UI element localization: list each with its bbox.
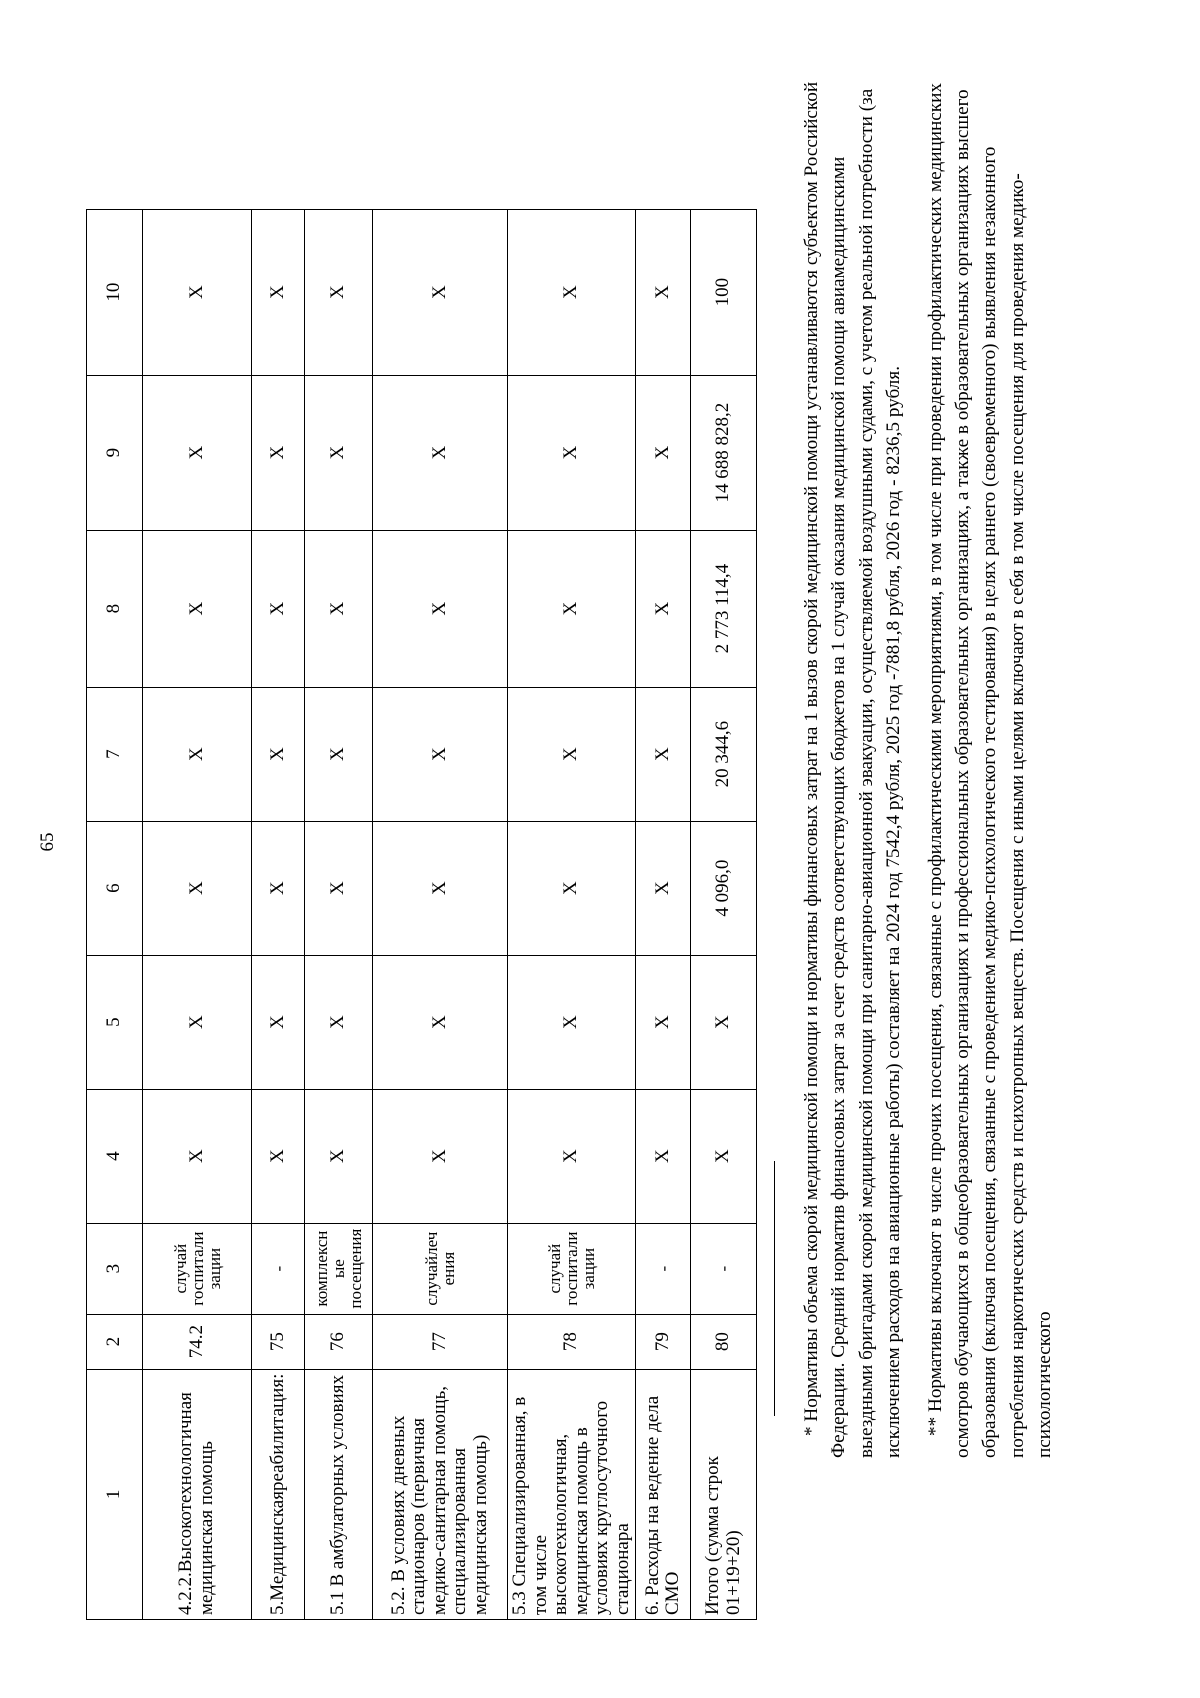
table-cell: Х bbox=[252, 375, 305, 530]
table-header-cell: 7 bbox=[87, 687, 143, 821]
table-cell: Х bbox=[373, 955, 508, 1089]
footnote-1: * Нормативы объема скорой медицинской помощи и нормативы финансовых затрат на 1 вызов скорой медицинской помощи устанавливаются субъектом Российской Федерации. Средний норматив финансовых затрат за счет средств соответствующих бюджетов на 1 случай оказания медицинской помощи авиамедицинскими выездными бригадами скорой медицинской помощи при санитарно-авиационной эвакуации, осуществляемой воздушными судами, с учетом реальной потребности (за исключением расходов на авиационные работы) составляет на 2024 год 7542,4 рубля, 2025 год -7881,8 рубля, 2026 год - 8236,5 рубля. bbox=[801, 81, 905, 1458]
table-cell: Х bbox=[636, 687, 691, 821]
table-cell: Х bbox=[252, 1089, 305, 1223]
table-header-cell: 9 bbox=[87, 375, 143, 530]
table-cell: 20 344,6 bbox=[691, 687, 757, 821]
footnote-2: ** Нормативы включают в числе прочих посещения, связанные с профилактическими мероприятиями, в том числе при проведении профилактических медицинских осмотров обучающихся в общеобразовательных организациях и профессиональных образовательных организациях, а также в образовательных организациях высшего образования (включая посещения, связанные с проведением медико-психологического тестирования) в целях раннего (своевременного) выявления незаконного потребления наркотических средств и психотропных веществ. Посещения с иными целями включают в себя в том числе посещения для проведения медико-психологического bbox=[924, 83, 1056, 1458]
table-cell: 5.2. В условиях дневных стационаров (первичная медико-санитарная помощь, специализированная медицинская помощь) bbox=[373, 1369, 508, 1619]
table-cell: 78 bbox=[508, 1314, 636, 1369]
table-cell: комплексн ые посещения bbox=[305, 1223, 373, 1314]
table-cell: Х bbox=[508, 375, 636, 530]
table-cell: 75 bbox=[252, 1314, 305, 1369]
table-cell: 5.1 В амбулаторных условиях bbox=[305, 1369, 373, 1619]
table-header-cell: 6 bbox=[87, 821, 143, 955]
table-header-row bbox=[87, 209, 143, 1619]
table-header-cell: 2 bbox=[87, 1314, 143, 1369]
table-cell: Х bbox=[636, 209, 691, 375]
table-cell: 80 bbox=[691, 1314, 757, 1369]
table-cell: 6. Расходы на ведение дела СМО bbox=[636, 1369, 691, 1619]
table-cell: Х bbox=[305, 375, 373, 530]
table-cell: 5.Медицинскаяреабилитация: bbox=[252, 1369, 305, 1619]
table-cell: случай госпитали зации bbox=[143, 1223, 252, 1314]
table-cell: случай госпитали зации bbox=[508, 1223, 636, 1314]
table-cell: Х bbox=[252, 955, 305, 1089]
table-cell: Х bbox=[636, 530, 691, 687]
table-cell: - bbox=[636, 1223, 691, 1314]
table-cell: Итого (сумма строк 01+19+20) bbox=[691, 1369, 757, 1619]
table-cell: 14 688 828,2 bbox=[691, 375, 757, 530]
table-cell: Х bbox=[508, 209, 636, 375]
table-cell: Х bbox=[305, 821, 373, 955]
table-cell: Х bbox=[508, 530, 636, 687]
table-cell: - bbox=[252, 1223, 305, 1314]
footnotes bbox=[798, 78, 1059, 1458]
table-cell: Х bbox=[373, 209, 508, 375]
table-cell: Х bbox=[373, 530, 508, 687]
table-cell: Х bbox=[143, 530, 252, 687]
table-header-cell: 4 bbox=[87, 1089, 143, 1223]
table-cell: Х bbox=[143, 375, 252, 530]
table-cell: Х bbox=[373, 375, 508, 530]
table-cell: Х bbox=[508, 821, 636, 955]
table-cell: Х bbox=[636, 955, 691, 1089]
table-cell: Х bbox=[373, 821, 508, 955]
table-header-cell: 5 bbox=[87, 955, 143, 1089]
table-cell: 100 bbox=[691, 209, 757, 375]
table-cell: Х bbox=[305, 687, 373, 821]
table-row bbox=[252, 209, 305, 1619]
table-header-cell: 3 bbox=[87, 1223, 143, 1314]
table-cell: Х bbox=[305, 1089, 373, 1223]
table-cell: 4.2.2.Высокотехнологичная медицинская помощь bbox=[143, 1369, 252, 1619]
table-cell: Х bbox=[143, 209, 252, 375]
table-cell: Х bbox=[508, 1089, 636, 1223]
table-cell: Х bbox=[252, 209, 305, 375]
table-cell: Х bbox=[143, 821, 252, 955]
table-header-cell: 1 bbox=[87, 1369, 143, 1619]
table-row-total bbox=[691, 209, 757, 1619]
table-header-cell: 8 bbox=[87, 530, 143, 687]
table-cell: 4 096,0 bbox=[691, 821, 757, 955]
table-cell: - bbox=[691, 1223, 757, 1314]
table-cell: 2 773 114,4 bbox=[691, 530, 757, 687]
footnote-separator bbox=[774, 1161, 775, 1416]
table-cell: Х bbox=[508, 955, 636, 1089]
table-row bbox=[636, 209, 691, 1619]
table-cell: Х bbox=[636, 1089, 691, 1223]
table-cell: 5.3 Специализированная, в том числе высокотехнологичная, медицинская помощь в условиях круглосуточного стационара bbox=[508, 1369, 636, 1619]
table-cell: Х bbox=[143, 687, 252, 821]
table-cell: Х bbox=[636, 821, 691, 955]
table-cell: 76 bbox=[305, 1314, 373, 1369]
table-cell: Х bbox=[305, 530, 373, 687]
table-row bbox=[143, 209, 252, 1619]
table-cell: Х bbox=[252, 687, 305, 821]
table-row bbox=[508, 209, 636, 1619]
table-cell: Х bbox=[143, 1089, 252, 1223]
table-row bbox=[373, 209, 508, 1619]
table-cell: Х bbox=[691, 1089, 757, 1223]
table-row bbox=[305, 209, 373, 1619]
table-cell: Х bbox=[143, 955, 252, 1089]
table-cell: Х bbox=[691, 955, 757, 1089]
table-cell: Х bbox=[252, 821, 305, 955]
table-cell: 77 bbox=[373, 1314, 508, 1369]
table-cell: 74.2 bbox=[143, 1314, 252, 1369]
table-cell: Х bbox=[636, 375, 691, 530]
table-cell: случайлеч ения bbox=[373, 1223, 508, 1314]
table-cell: 79 bbox=[636, 1314, 691, 1369]
table-header-cell: 10 bbox=[87, 209, 143, 375]
page-number: 65 bbox=[37, 832, 58, 852]
table-cell: Х bbox=[373, 687, 508, 821]
table-cell: Х bbox=[373, 1089, 508, 1223]
table-cell: Х bbox=[305, 209, 373, 375]
table-cell: Х bbox=[508, 687, 636, 821]
data-table bbox=[86, 209, 757, 1620]
table-cell: Х bbox=[252, 530, 305, 687]
table-cell: Х bbox=[305, 955, 373, 1089]
